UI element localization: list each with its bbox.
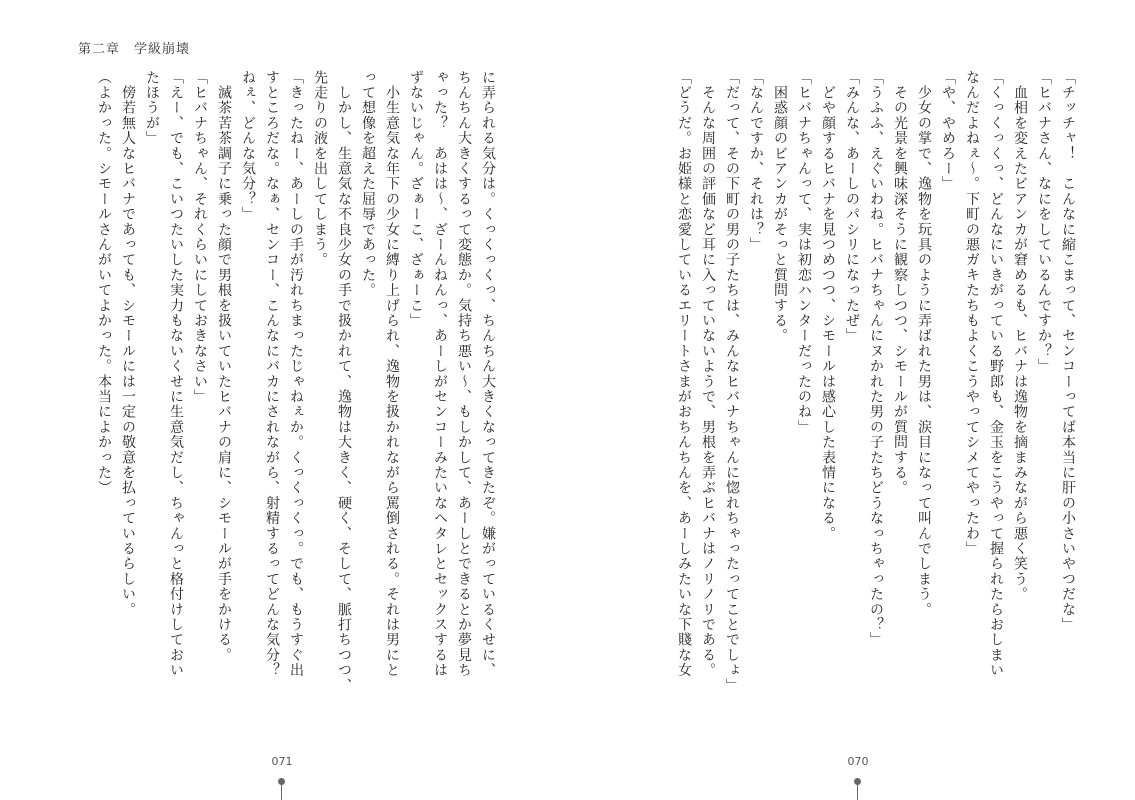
text-line: 「ヒバナちゃんって、実は初恋ハンターだったのね」 [796, 70, 812, 435]
right-page [635, 70, 1080, 740]
text-line: 「くっくっくっ、どんなにいきがっている野郎も、金玉をこうやって握られたらおしまい [988, 70, 1004, 678]
text-line: 「みんな、あーしのパシリになったぜ」 [844, 70, 860, 344]
text-line: 先走りの液を出してしまう。 [312, 70, 328, 268]
text-line: しかし、生意気な不良少女の手で扱かれて、逸物は大きく、硬く、そして、脈打ちつつ、 [336, 70, 352, 694]
text-line: って想像を超えた屈辱であった。 [360, 70, 376, 298]
text-line: ずないじゃん。ざぁーこ、ざぁーこ」 [408, 70, 424, 329]
text-line: 「だって、その下町の男の子たちは、みんなヒバナちゃんに惚れちゃったってことでしょ」 [724, 70, 740, 694]
text-line: どや顔するヒバナを見つめつつ、シモールは感心した表情になる。 [820, 70, 836, 542]
text-line: 血相を変えたビアンカが窘めるも、ヒバナは逸物を摘まみながら悪く笑う。 [1012, 70, 1028, 602]
text-line: 「ヒバナさん、なにをしているんですか？」 [1036, 70, 1052, 374]
right-page-marker [854, 778, 861, 785]
text-line: ねぇ、どんな気分？」 [240, 70, 256, 222]
left-page-marker [278, 778, 285, 785]
text-line: その光景を興味深そうに観察しつつ、シモールが質問する。 [892, 70, 908, 496]
text-line: 「うふふ、えぐいわね。ヒバナちゃんにヌかれた男の子たちどうなっちゃったの？」 [868, 70, 884, 648]
text-line: 「なんですか、それは？」 [748, 70, 764, 253]
left-page-marker-stem [281, 785, 282, 800]
right-page-number: 070 [847, 755, 869, 768]
chapter-header: 第二章 学級崩壊 [78, 42, 191, 57]
left-page-number: 071 [271, 755, 293, 768]
text-line: なんだよねぇ～。下町の悪ガキたちもよくこうやってシメてやったわ」 [964, 70, 980, 557]
text-line: そんな周囲の評価など耳に入っていないようで、男根を弄ぶヒバナはノリノリである。 [700, 70, 716, 678]
text-line: ゃった？ あはは～、ざーんねんっ、あーしがセンコーみたいなヘタレとセックスするは [432, 70, 448, 678]
text-line: 「えー、でも、こいつたいした実力もないくせに生意気だし、ちゃんっと格付けしておい [168, 70, 184, 678]
left-page [60, 70, 500, 740]
text-line: すところだな。なぁ、センコー、こんなにバカにされながら、射精するってどんな気分？ [264, 70, 280, 678]
text-line: に弄られる気分は。くっくっくっ、ちんちん大きくなってきたぞ。嫌がっているくせに、 [480, 70, 496, 678]
text-line: 困惑顔のビアンカがそっと質問する。 [772, 70, 788, 344]
right-page-body [672, 70, 1080, 740]
left-page-body [92, 70, 500, 740]
text-line: 「ヒバナちゃん、それくらいにしておきなさい」 [192, 70, 208, 405]
text-line: 「チッチャ！ こんなに縮こまって、センコーってば本当に肝の小さいやつだな」 [1060, 70, 1076, 633]
text-line: たほうが」 [144, 70, 160, 146]
text-line: （よかった。シモールさんがいてよかった。本当によかった） [96, 70, 112, 496]
text-line: 「や、やめろー」 [940, 70, 956, 192]
text-line: 「どうだ。お姫様と恋愛しているエリートさまがおちんちんを、あーしみたいな下賤な女 [676, 70, 692, 678]
right-page-marker-stem [857, 785, 858, 800]
text-line: 少女の掌で、逸物を玩具のように弄ばれた男は、涙目になって叫んでしまう。 [916, 70, 932, 618]
text-line: ちんちん大きくするって変態か。気持ち悪い～、もしかして、あーしとできるとか夢見ち [456, 70, 472, 678]
text-line: 滅茶苦茶調子に乗った顔で男根を扱いていたヒバナの肩に、シモールが手をかける。 [216, 70, 232, 663]
text-line: 傍若無人なヒバナであっても、シモールには一定の敬意を払っているらしい。 [120, 70, 136, 618]
text-line: 「きったねー、あーしの手が汚れちまったじゃねぇか。くっくっくっ。でも、もうすぐ出 [288, 70, 304, 678]
text-line: 小生意気な年下の少女に縛り上げられ、逸物を扱かれながら罵倒される。それは男にと [384, 70, 400, 678]
